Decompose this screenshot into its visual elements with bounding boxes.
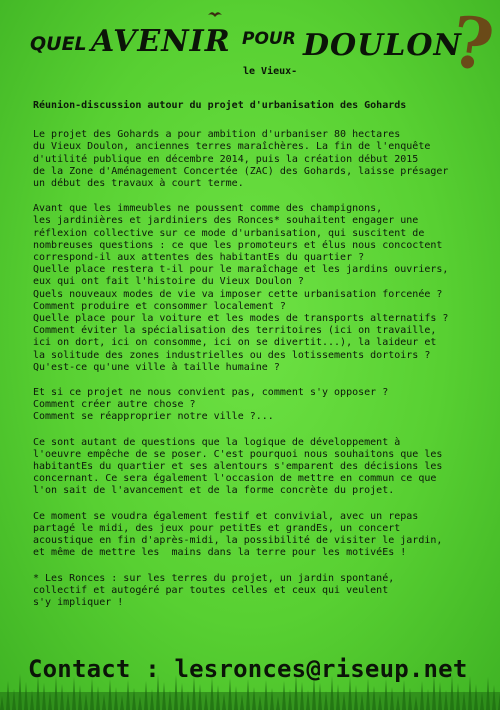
text-line: Ce moment se voudra également festif et convivial, avec un repas [33, 510, 419, 522]
paragraph [33, 203, 473, 374]
text-line: acoustique en fin d'après-midi, la possibilité de visiter le jardin, [33, 535, 443, 547]
text-line: Comment créer autre chose ? [33, 399, 196, 411]
text-line: l'oeuvre empêche de se poser. C'est pourquoi nous souhaitons que les [33, 448, 443, 460]
text-line: eux qui ont fait l'histoire du Vieux Doulon ? [33, 276, 304, 288]
title-word-pour: POUR [242, 29, 296, 49]
event-heading: Réunion-discussion autour du projet d'urbanisation des Gohards [33, 100, 407, 111]
text-line: de la Zone d'Aménagement Concertée (ZAC) des Gohards, laisse présager [33, 165, 449, 177]
text-line: correspond-il aux attentes des habitantEs du quartier ? [33, 252, 365, 264]
text-line: les jardinières et jardiniers des Ronces* souhaitent engager une [33, 215, 419, 227]
paragraph [33, 129, 473, 190]
text-line: s'y impliquer ! [33, 596, 124, 608]
poster-body [33, 100, 473, 622]
title-word-quel: QUEL [30, 33, 87, 55]
poster-title [0, 0, 500, 92]
text-line: et même de mettre les mains dans la terre pour les motivéEs ! [33, 547, 407, 559]
text-line: habitantEs du quartier et ses alentours s'emparent des décisions les [33, 461, 443, 473]
contact-line: Contact : lesronces@riseup.net [28, 655, 468, 683]
text-line: un début des travaux à court terme. [33, 178, 244, 190]
text-line: réflexion collective sur ce mode d'urbanisation, qui suscitent de [33, 227, 425, 239]
title-word-avenir: AVENIR [91, 24, 231, 59]
body-paragraphs [33, 129, 473, 609]
paragraph [33, 573, 473, 610]
text-line: Comment se réapproprier notre ville ?... [33, 411, 274, 423]
text-line: nombreuses questions : ce que les promoteurs et élus nous concoctent [33, 239, 443, 251]
text-line: Quelle place restera t-il pour le maraîchage et les jardins ouvriers, [33, 264, 449, 276]
text-line: l'on sait de l'avancement et de la forme concrète du projet. [33, 485, 395, 497]
text-line: du Vieux Doulon, anciennes terres maraîchères. La fin de l'enquête [33, 141, 431, 153]
paragraph [33, 387, 473, 424]
text-line: collectif et autogéré par toutes celles et ceux qui veulent [33, 584, 389, 596]
question-mark-glyph: ? [446, 0, 499, 88]
text-line: Quels nouveaux modes de vie va imposer cette urbanisation forcenée ? [33, 288, 443, 300]
title-word-doulon: DOULON [303, 28, 462, 63]
text-line: Ce sont autant de questions que la logique de développement à [33, 436, 401, 448]
text-line: concernant. Ce sera également l'occasion de mettre en commun ce que [33, 473, 437, 485]
text-line: d'utilité publique en décembre 2014, puis la création début 2015 [33, 153, 419, 165]
text-line: Comment éviter la spécialisation des territoires (ici on travaille, [33, 325, 437, 337]
text-line: Quelle place pour la voiture et les modes de transports alternatifs ? [33, 313, 449, 325]
text-line: * Les Ronces : sur les terres du projet, un jardin spontané, [33, 572, 395, 584]
paragraph [33, 437, 473, 498]
title-subtitle: le Vieux- [243, 66, 298, 77]
text-line: partagé le midi, des jeux pour petitEs et grandEs, un concert [33, 522, 401, 534]
text-line: Le projet des Gohards a pour ambition d'urbaniser 80 hectares [33, 129, 401, 141]
text-line: Qu'est-ce qu'une ville à taille humaine ? [33, 361, 280, 373]
paragraph [33, 511, 473, 560]
text-line: la solitude des zones industrielles ou des lotissements dortoirs ? [33, 349, 431, 361]
text-line: Et si ce projet ne nous convient pas, comment s'y opposer ? [33, 387, 389, 399]
bird-icon [208, 10, 222, 20]
text-line: Comment produire et consommer localement ? [33, 300, 286, 312]
text-line: ici on dort, ici on consomme, ici on se divertit...), la laideur et [33, 337, 437, 349]
text-line: Avant que les immeubles ne poussent comme des champignons, [33, 203, 383, 215]
